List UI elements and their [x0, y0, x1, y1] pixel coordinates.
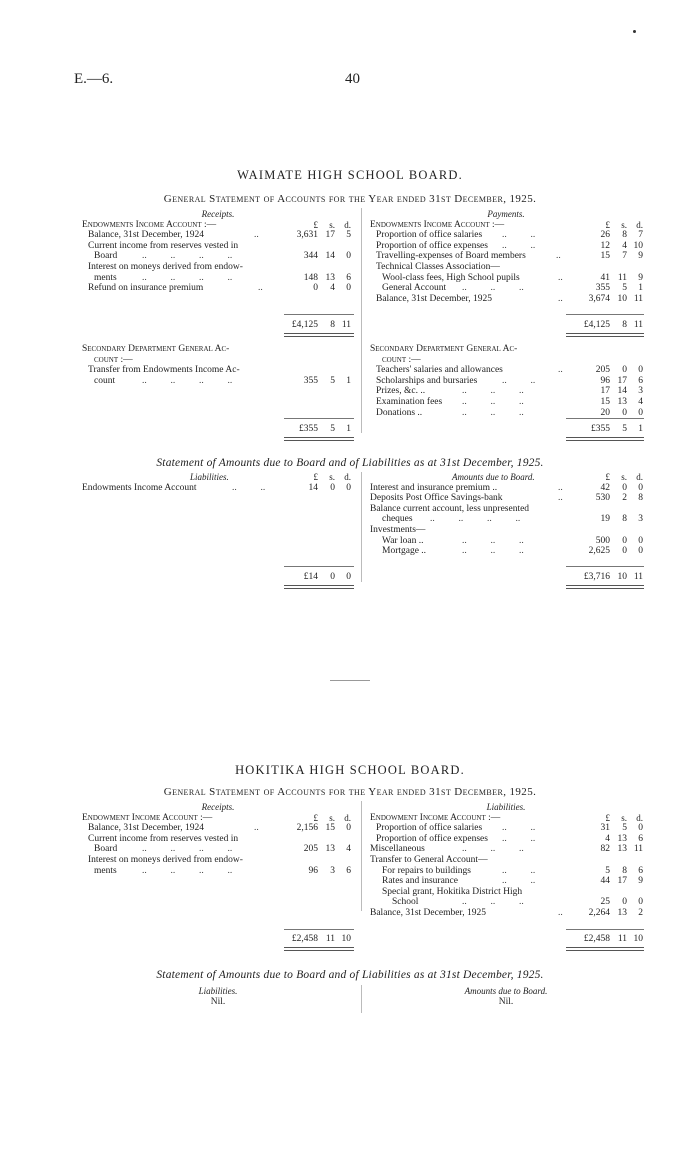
ledger-line: For repairs to buildings .. .. 5 8 6: [382, 865, 643, 876]
ledger-line: Proportion of office expenses .. .. 12 4 10: [376, 240, 643, 251]
payments-total: £4,125 8 11: [583, 320, 643, 330]
section-heading: Secondary Department General Ac-: [370, 344, 518, 354]
liabilities-heading: Liabilities.: [198, 986, 238, 996]
waimate-receipts-column: [82, 209, 354, 294]
amounts-due-nil: Nil.: [498, 997, 514, 1007]
receipts-total: £355 5 1: [299, 424, 351, 434]
waimate-liabilities-column: [82, 472, 354, 493]
ledger-line: Proportion of office salaries .. .. 26 8 7: [376, 230, 643, 241]
ledger-line: School .. .. .. 25 0 0: [392, 897, 643, 908]
waimate-payments-column: [370, 209, 642, 304]
section-heading: Endowment Income Account :— £ s. d.: [82, 812, 351, 823]
section-separator: [330, 680, 370, 681]
page-reference: E.—6.: [74, 71, 114, 87]
liabilities-total: £14 0 0: [303, 572, 351, 582]
hokitika-statement-title: Statement of Amounts due to Board and of Liabilities as at 31st December, 1925.: [156, 969, 544, 981]
ledger-line: Endowments Income Account .. .. 14 0 0: [82, 482, 351, 493]
ledger-line: Balance, 31st December, 1925 .. 2,264 13 2: [370, 907, 643, 918]
ledger-line: Current income from reserves vested in: [88, 240, 239, 251]
amounts-due-heading: Amounts due to Board.: [452, 472, 535, 482]
liabilities-heading: Liabilities.: [486, 802, 526, 812]
liabilities-heading: Liabilities.: [190, 472, 229, 482]
ledger-line: ments .. .. .. .. 148 13 6: [94, 272, 351, 283]
total-rule: [566, 314, 644, 315]
currency-header: £ s. d.: [313, 812, 351, 823]
waimate-column-divider: [361, 208, 362, 433]
ledger-line: Board .. .. .. .. 344 14 0: [94, 251, 351, 262]
ledger-line: Teachers' salaries and allowances .. 205 0 0: [376, 365, 643, 376]
hokitika-liabilities-column: [370, 802, 642, 919]
receipts-heading: Receipts.: [201, 209, 235, 219]
page-number: 40: [345, 71, 360, 87]
total-rule: [284, 314, 354, 315]
hokitika-column-divider: [361, 801, 362, 911]
ledger-line: Donations .. .. .. .. 20 0 0: [376, 407, 643, 418]
total-rule: [566, 929, 644, 930]
ledger-line: Balance current account, less unpresented: [370, 503, 530, 514]
ledger-line: Interest and insurance premium .. .. 42 0 0: [370, 482, 643, 493]
ledger-line: Interest on moneys derived from endow-: [88, 854, 243, 865]
waimate-amounts-due-column: [370, 472, 642, 557]
hokitika-subtitle: General Statement of Accounts for the Year ended 31st December, 1925.: [163, 786, 537, 798]
ledger-line: Examination fees .. .. .. 15 13 4: [376, 396, 643, 407]
waimate-subtitle: General Statement of Accounts for the Year ended 31st December, 1925.: [163, 193, 537, 205]
ledger-line: Deposits Post Office Savings-bank .. 530 2 8: [370, 493, 643, 504]
waimate-statement-title: Statement of Amounts due to Board and of Liabilities as at 31st December, 1925.: [156, 457, 544, 469]
ledger-line: Special grant, Hokitika District High: [382, 886, 523, 897]
currency-header: £ s. d.: [605, 812, 643, 823]
liabilities-nil: Nil.: [210, 997, 226, 1007]
ledger-line: Transfer from Endowments Income Ac-: [88, 365, 240, 376]
total-rule: [284, 418, 354, 419]
ledger-line: Miscellaneous .. .. .. 82 13 11: [370, 844, 643, 855]
ledger-line: Balance, 31st December, 1925 .. 3,674 10 11: [376, 293, 643, 304]
ledger-line: Proportion of office salaries .. .. 31 5 0: [376, 823, 643, 834]
currency-header: £ s. d.: [605, 472, 643, 482]
ledger-line: Mortgage .. .. .. .. 2,625 0 0: [382, 546, 643, 557]
ledger-line: Prizes, &c. .. .. .. .. 17 14 3: [376, 386, 643, 397]
ledger-line: Interest on moneys derived from endow-: [88, 261, 243, 272]
amounts-due-total: £3,716 10 11: [583, 572, 643, 582]
ledger-line: Balance, 31st December, 1924 .. 3,631 17 5: [88, 230, 351, 241]
double-rule: [284, 437, 354, 441]
double-rule: [284, 333, 354, 337]
section-heading: count :—: [94, 354, 133, 365]
payments-heading: Payments.: [487, 209, 525, 219]
waimate-payments-secondary: [370, 344, 642, 418]
payments-total: £355 5 1: [591, 424, 643, 434]
currency-header: £ s. d.: [313, 219, 351, 230]
section-heading: Endowments Income Account :— £ s. d.: [370, 219, 643, 230]
ledger-line: count .. .. .. .. 355 5 1: [94, 375, 351, 386]
hokitika-title: HOKITIKA HIGH SCHOOL BOARD.: [235, 763, 465, 777]
waimate-title: WAIMATE HIGH SCHOOL BOARD.: [237, 168, 463, 182]
amounts-due-heading: Amounts due to Board.: [464, 986, 548, 996]
ledger-line: Refund on insurance premium .. 0 4 0: [88, 283, 351, 294]
ledger-line: General Account .. .. .. 355 5 1: [382, 283, 643, 294]
ledger-line: Rates and insurance .. .. 44 17 9: [382, 876, 643, 887]
ledger-line: Technical Classes Association—: [376, 261, 500, 272]
double-rule: [566, 585, 644, 589]
ledger-line: Proportion of office expenses .. .. 4 13 6: [376, 833, 643, 844]
statement-column-divider: [361, 985, 362, 1013]
hokitika-receipts-column: [82, 802, 354, 876]
ledger-line: Current income from reserves vested in: [88, 833, 239, 844]
currency-header: £ s. d.: [605, 219, 643, 230]
double-rule: [284, 947, 354, 951]
ledger-line: ments .. .. .. .. 96 3 6: [94, 865, 351, 876]
total-rule: [284, 566, 354, 567]
double-rule: [566, 333, 644, 337]
ledger-line: Scholarships and bursaries .. .. 96 17 6: [376, 375, 643, 386]
ledger-line: Travelling-expenses of Board members .. 15 7 9: [376, 251, 643, 262]
double-rule: [566, 437, 644, 441]
statement-column-divider: [361, 472, 362, 582]
speck-mark: [633, 30, 636, 33]
currency-header: £ s. d.: [313, 472, 351, 482]
section-heading: count :—: [382, 354, 421, 365]
double-rule: [566, 947, 644, 951]
section-heading: Secondary Department General Ac-: [82, 344, 230, 354]
total-rule: [566, 566, 644, 567]
ledger-line: Wool-class fees, High School pupils .. 41 11 9: [382, 272, 643, 283]
receipts-total: £2,458 11 10: [291, 934, 351, 944]
ledger-line: Balance, 31st December, 1924 .. 2,156 15 0: [88, 823, 351, 834]
ledger-line: Transfer to General Account—: [370, 854, 488, 865]
total-rule: [284, 929, 354, 930]
waimate-receipts-secondary: [82, 344, 354, 386]
receipts-total: £4,125 8 11: [291, 320, 351, 330]
ledger-line: War loan .. .. .. .. 500 0 0: [382, 535, 643, 546]
double-rule: [284, 585, 354, 589]
section-heading: Endowment Income Account :— £ s. d.: [370, 812, 643, 823]
ledger-line: cheques .. .. .. .. 19 8 3: [382, 514, 643, 525]
receipts-heading: Receipts.: [201, 802, 235, 812]
ledger-line: Board .. .. .. .. 205 13 4: [94, 844, 351, 855]
liabilities-total: £2,458 11 10: [583, 934, 643, 944]
section-heading: Endowments Income Account :— £ s. d.: [82, 219, 351, 230]
total-rule: [566, 418, 644, 419]
ledger-line: Investments—: [370, 524, 426, 535]
